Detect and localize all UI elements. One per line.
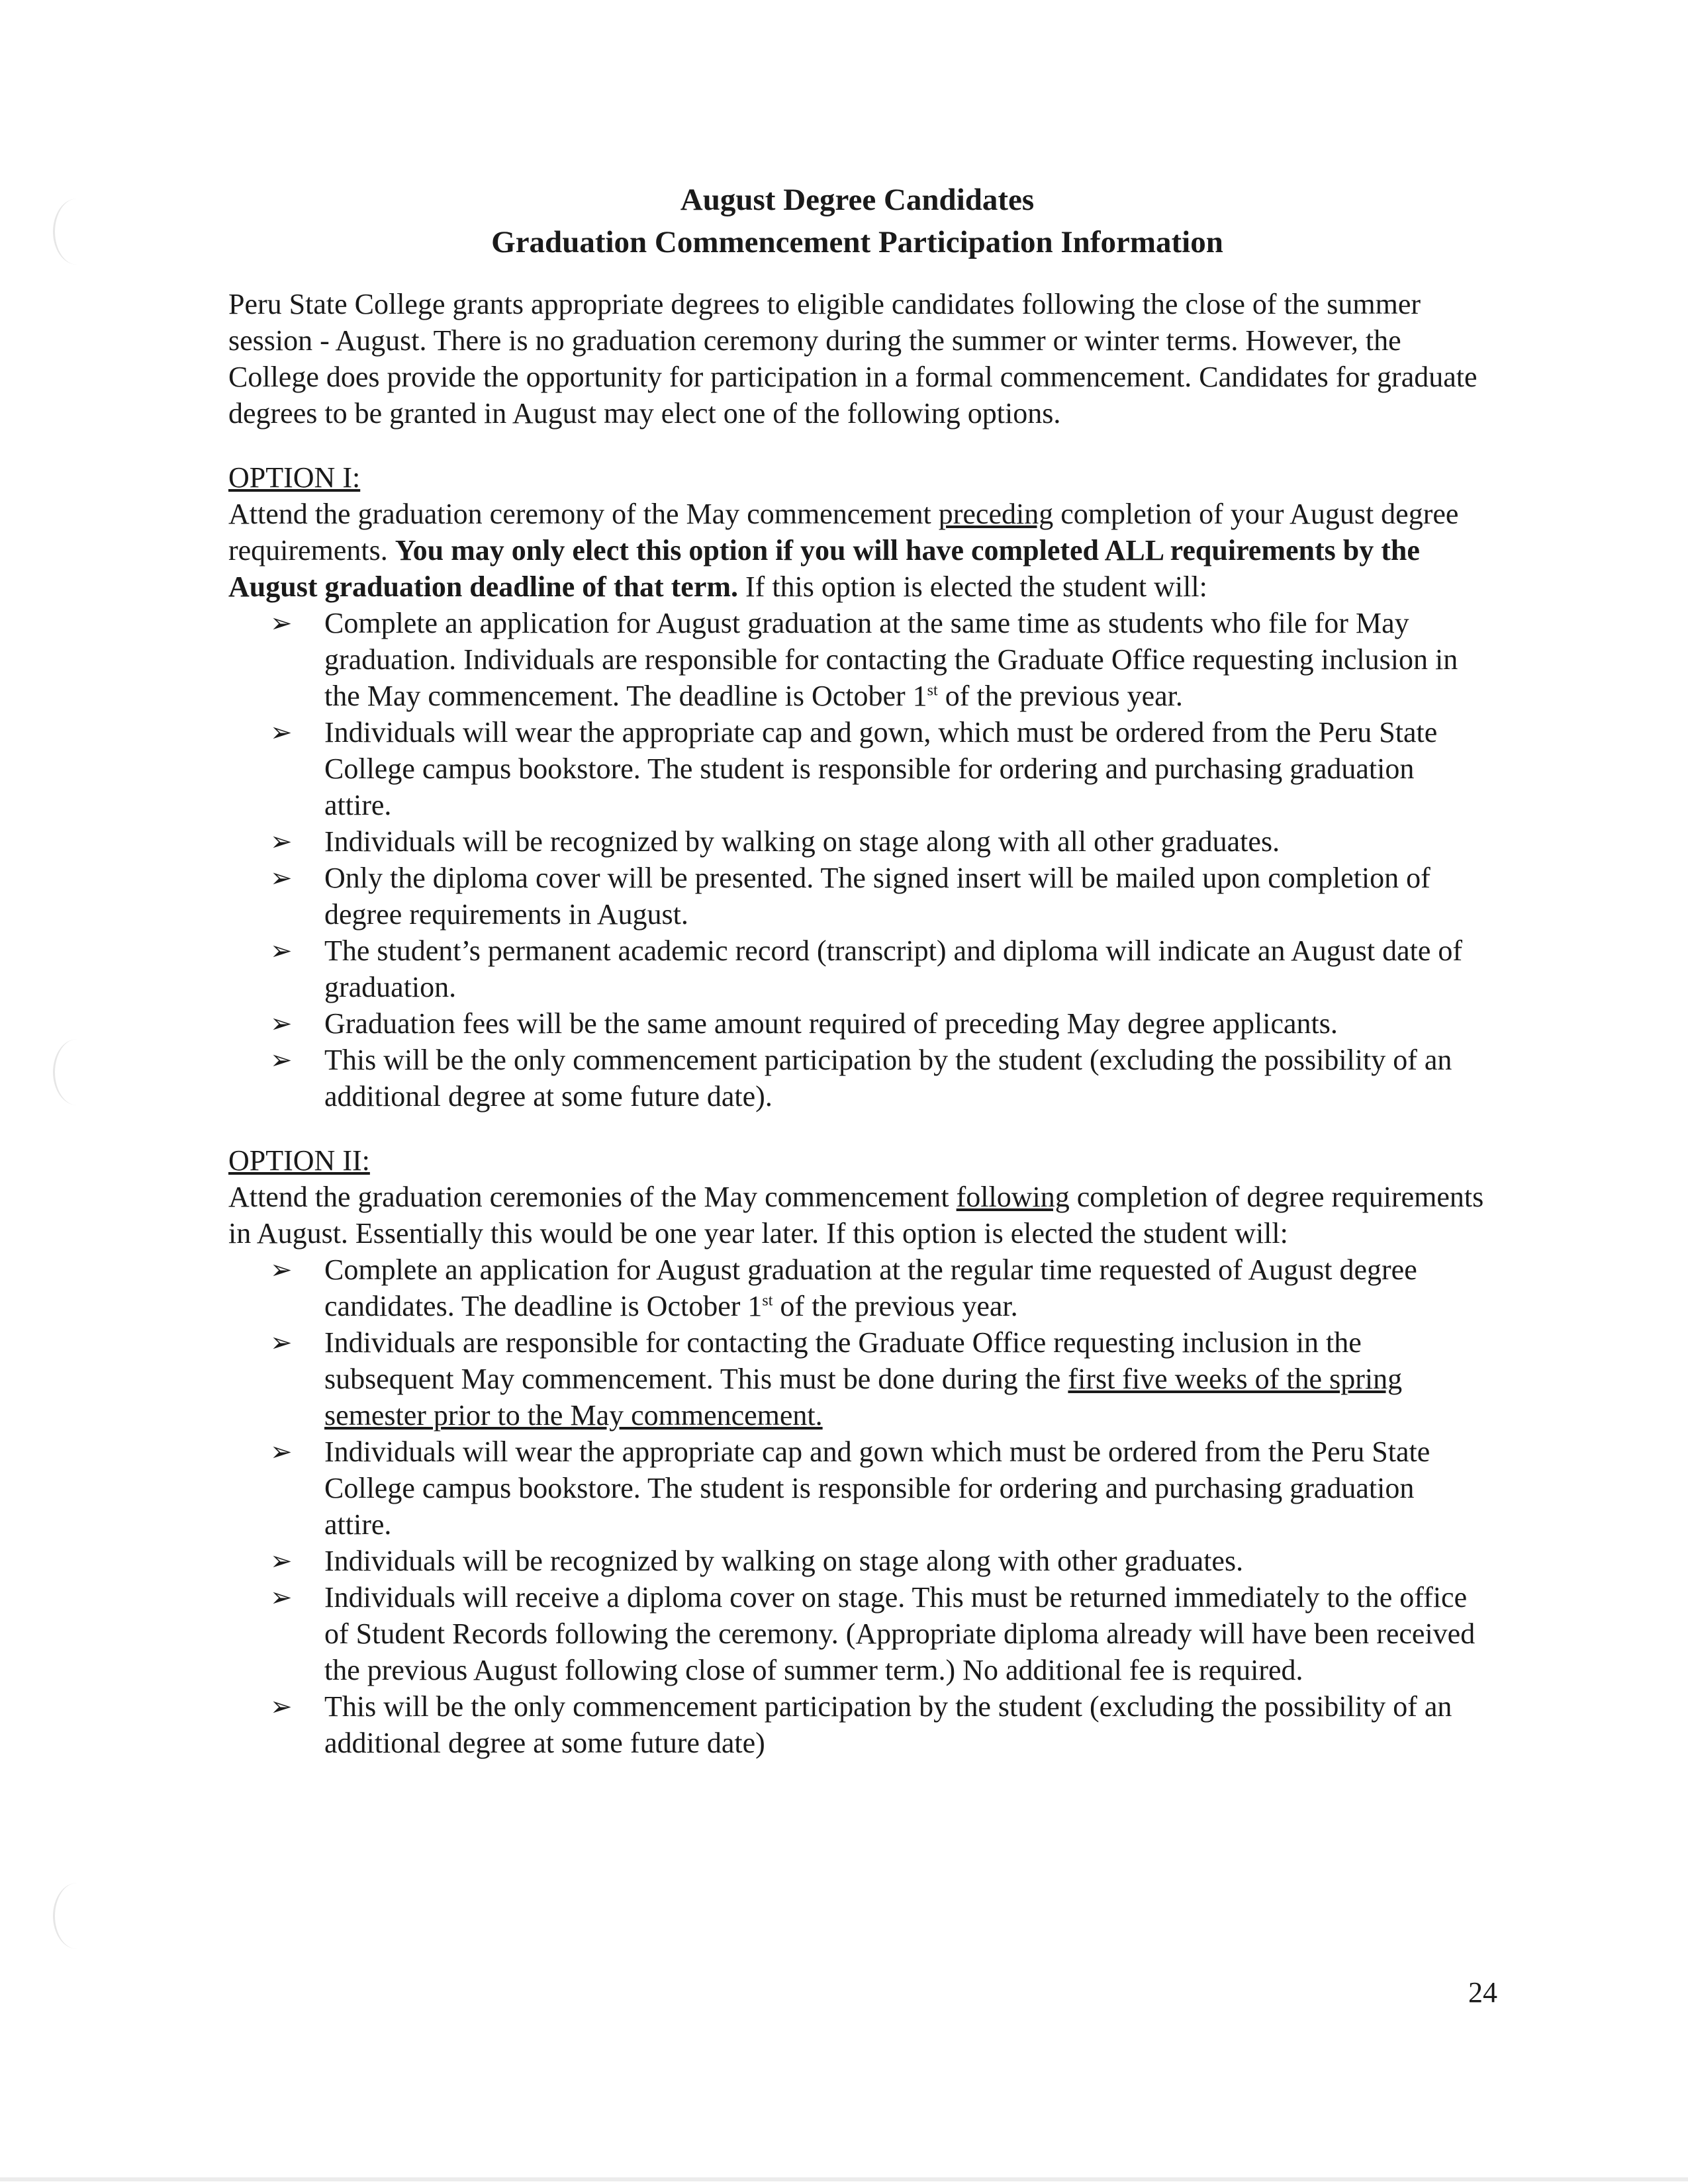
following-underlined: following (956, 1181, 1070, 1213)
preceding-underlined: preceding (938, 498, 1054, 530)
eligibility-bold-note: You may only elect this option if you will have completed ALL requirements by the August graduation deadline of that term. (228, 534, 1420, 603)
scan-edge-line (0, 2177, 1688, 2181)
option-2-description: Attend the graduation ceremonies of the May commencement following completion of degree requirements in August. Essentially this would be one year later. If this option is elected the student will: (228, 1181, 1484, 1250)
list-item: ➢ Individuals will be recognized by walking on stage along with other graduates. (324, 1543, 1486, 1579)
intro-paragraph: Peru State College grants appropriate degrees to eligible candidates following the close of the summer session - August. There is no graduation ceremony during the summer or winter terms. However, the College does provide the opportunity for participation in a formal commencement. Candidates for graduate degrees to be granted in August may elect one of the following options. (228, 288, 1477, 430)
punch-hole-mark (53, 1039, 101, 1105)
option-1-list (228, 605, 1486, 1115)
title-line-1: August Degree Candidates (680, 183, 1035, 217)
arrow-bullet-icon: ➢ (270, 1692, 293, 1721)
option-2-heading: OPTION II: (228, 1144, 370, 1177)
list-item: ➢ Complete an application for August graduation at the same time as students who file for May graduation. Individuals are responsible for contacting the Graduate Office requesting inclusion in the May commencement. The deadline is October 1st of the previous year. (324, 605, 1486, 714)
list-item: ➢ Individuals will wear the appropriate cap and gown which must be ordered from the Peru State College campus bookstore. The student is responsible for ordering and purchasing graduation attire. (324, 1433, 1486, 1543)
list-item: ➢ Complete an application for August graduation at the regular time requested of August degree candidates. The deadline is October 1st of the previous year. (324, 1251, 1486, 1324)
list-item: ➢ This will be the only commencement participation by the student (excluding the possibility of an additional degree at some future date). (324, 1042, 1486, 1115)
arrow-bullet-icon: ➢ (270, 1045, 293, 1075)
option-1-heading: OPTION I: (228, 461, 361, 494)
list-item: ➢ The student’s permanent academic record (transcript) and diploma will indicate an August date of graduation. (324, 933, 1486, 1005)
deadline-underlined: first five weeks of the spring semester prior to the May commencement. (324, 1363, 1403, 1432)
punch-hole-mark (53, 1883, 101, 1949)
list-item: ➢ Individuals will wear the appropriate cap and gown, which must be ordered from the Peru State College campus bookstore. The student is responsible for ordering and purchasing graduation attire. (324, 714, 1486, 823)
option-2-list (228, 1251, 1486, 1761)
arrow-bullet-icon: ➢ (270, 1437, 293, 1467)
document-page (228, 179, 1486, 1761)
list-item: ➢ Graduation fees will be the same amount required of preceding May degree applicants. (324, 1005, 1486, 1042)
arrow-bullet-icon: ➢ (270, 827, 293, 856)
arrow-bullet-icon: ➢ (270, 1009, 293, 1038)
title-line-2: Graduation Commencement Participation Information (491, 225, 1223, 259)
punch-hole-mark (53, 199, 101, 265)
page-title (228, 179, 1486, 263)
arrow-bullet-icon: ➢ (270, 1328, 293, 1357)
list-item: ➢ Only the diploma cover will be presented. The signed insert will be mailed upon completion of degree requirements in August. (324, 860, 1486, 933)
arrow-bullet-icon: ➢ (270, 936, 293, 966)
list-item: ➢ Individuals will receive a diploma cover on stage. This must be returned immediately to the office of Student Records following the ceremony. (Appropriate diploma already will have been received the previous August following close of summer term.) No additional fee is required. (324, 1579, 1486, 1688)
arrow-bullet-icon: ➢ (270, 1582, 293, 1612)
option-1-section (228, 459, 1486, 1115)
page-number: 24 (1468, 1976, 1497, 2009)
list-item: ➢ Individuals are responsible for contacting the Graduate Office requesting inclusion in the subsequent May commencement. This must be done during the first five weeks of the spring semester prior to the May commencement. (324, 1324, 1486, 1433)
arrow-bullet-icon: ➢ (270, 863, 293, 893)
arrow-bullet-icon: ➢ (270, 608, 293, 638)
option-2-section (228, 1142, 1486, 1761)
arrow-bullet-icon: ➢ (270, 717, 293, 747)
arrow-bullet-icon: ➢ (270, 1255, 293, 1285)
list-item: ➢ This will be the only commencement participation by the student (excluding the possibility of an additional degree at some future date) (324, 1688, 1486, 1761)
arrow-bullet-icon: ➢ (270, 1546, 293, 1576)
list-item: ➢ Individuals will be recognized by walking on stage along with all other graduates. (324, 823, 1486, 860)
option-1-description: Attend the graduation ceremony of the May commencement preceding completion of your August degree requirements. You may only elect this option if you will have completed ALL requirements by the August graduation deadline of that term. If this option is elected the student will: (228, 498, 1459, 603)
